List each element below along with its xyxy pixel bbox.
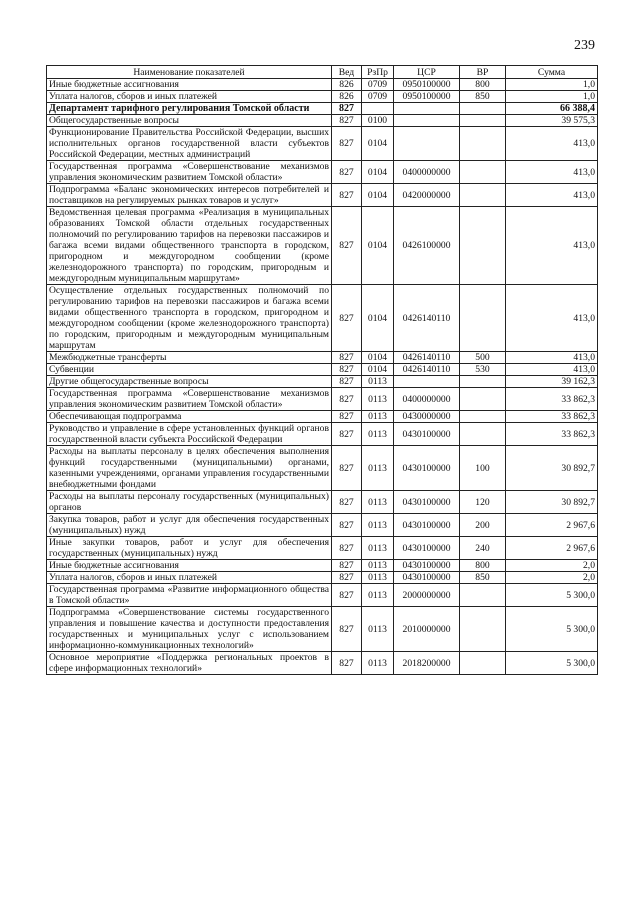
cell-sum: 39 575,3 [506, 115, 598, 127]
cell-csr: 0430100000 [394, 423, 460, 446]
cell-ved: 827 [332, 491, 362, 514]
cell-csr: 0430100000 [394, 572, 460, 584]
table-row [47, 352, 598, 364]
cell-vr [460, 115, 506, 127]
cell-csr: 0430100000 [394, 491, 460, 514]
header-rzpr: РзПр [362, 66, 394, 79]
cell-vr: 800 [460, 79, 506, 91]
cell-ved: 827 [332, 161, 362, 184]
cell-ved: 827 [332, 388, 362, 411]
table-row [47, 560, 598, 572]
cell-sum: 33 862,3 [506, 388, 598, 411]
cell-name: Расходы на выплаты персоналу государственных (муниципальных) органов [47, 491, 332, 514]
cell-rzpr: 0100 [362, 115, 394, 127]
cell-sum: 413,0 [506, 207, 598, 285]
table-row [47, 411, 598, 423]
header-vr: ВР [460, 66, 506, 79]
cell-sum: 2 967,6 [506, 537, 598, 560]
cell-ved: 827 [332, 514, 362, 537]
cell-rzpr [362, 103, 394, 115]
cell-rzpr: 0113 [362, 423, 394, 446]
cell-rzpr: 0113 [362, 514, 394, 537]
cell-ved: 827 [332, 411, 362, 423]
cell-sum: 413,0 [506, 127, 598, 161]
cell-name: Уплата налогов, сборов и иных платежей [47, 91, 332, 103]
cell-vr [460, 607, 506, 652]
cell-name: Осуществление отдельных государственных полномочий по регулированию тарифов на перевозки пассажиров и багажа всеми видами общественного транспорта в городском, пригородном и междугородном сообщении (кроме железнодорожного транспорта) по городским, пригородным и междугородным муниципальным маршрутам [47, 285, 332, 352]
cell-ved: 826 [332, 91, 362, 103]
cell-sum: 30 892,7 [506, 446, 598, 491]
cell-vr [460, 652, 506, 675]
cell-vr [460, 584, 506, 607]
cell-rzpr: 0104 [362, 161, 394, 184]
cell-vr [460, 423, 506, 446]
header-ved: Вед [332, 66, 362, 79]
cell-vr [460, 103, 506, 115]
cell-ved: 827 [332, 115, 362, 127]
table-row [47, 161, 598, 184]
cell-sum: 2,0 [506, 572, 598, 584]
cell-csr: 0400000000 [394, 161, 460, 184]
cell-rzpr: 0113 [362, 411, 394, 423]
table-row [47, 584, 598, 607]
cell-ved: 827 [332, 537, 362, 560]
cell-rzpr: 0104 [362, 352, 394, 364]
cell-sum: 1,0 [506, 91, 598, 103]
cell-ved: 827 [332, 103, 362, 115]
cell-vr: 240 [460, 537, 506, 560]
budget-table [46, 65, 598, 675]
cell-rzpr: 0104 [362, 184, 394, 207]
cell-rzpr: 0104 [362, 207, 394, 285]
table-row [47, 79, 598, 91]
cell-rzpr: 0104 [362, 285, 394, 352]
cell-name: Департамент тарифного регулирования Томской области [47, 103, 332, 115]
cell-rzpr: 0113 [362, 388, 394, 411]
cell-csr: 0430100000 [394, 537, 460, 560]
cell-name: Уплата налогов, сборов и иных платежей [47, 572, 332, 584]
table-row [47, 91, 598, 103]
cell-csr [394, 376, 460, 388]
table-row [47, 652, 598, 675]
cell-sum: 5 300,0 [506, 652, 598, 675]
cell-name: Подпрограмма «Совершенствование системы государственного управления и повышение качества и доступности предоставления государственных и муниципальных услуг с использованием информационно-коммуникационных технологий» [47, 607, 332, 652]
cell-vr: 500 [460, 352, 506, 364]
table-row [47, 127, 598, 161]
cell-csr: 0950100000 [394, 91, 460, 103]
cell-sum: 5 300,0 [506, 584, 598, 607]
cell-csr: 0430100000 [394, 560, 460, 572]
cell-vr: 850 [460, 91, 506, 103]
cell-name: Руководство и управление в сфере установленных функций органов государственной власти субъекта Российской Федерации [47, 423, 332, 446]
cell-vr: 530 [460, 364, 506, 376]
cell-csr: 0426140110 [394, 352, 460, 364]
header-sum: Сумма [506, 66, 598, 79]
cell-rzpr: 0113 [362, 560, 394, 572]
table-row [47, 184, 598, 207]
cell-csr: 0426100000 [394, 207, 460, 285]
cell-sum: 413,0 [506, 285, 598, 352]
cell-vr: 850 [460, 572, 506, 584]
table-row [47, 103, 598, 115]
cell-ved: 826 [332, 79, 362, 91]
cell-rzpr: 0113 [362, 376, 394, 388]
cell-rzpr: 0113 [362, 572, 394, 584]
page-number: 239 [574, 38, 595, 53]
cell-rzpr: 0104 [362, 364, 394, 376]
cell-ved: 827 [332, 364, 362, 376]
cell-name: Иные бюджетные ассигнования [47, 560, 332, 572]
table-row [47, 115, 598, 127]
cell-name: Государственная программа «Совершенствование механизмов управления экономическим развитием Томской области» [47, 388, 332, 411]
cell-name: Расходы на выплаты персоналу в целях обеспечения выполнения функций государственными (муниципальными) органами, казенными учреждениями, органами управления государственными внебюджетными фондами [47, 446, 332, 491]
table-header-row [47, 66, 598, 79]
table-row [47, 376, 598, 388]
cell-rzpr: 0104 [362, 127, 394, 161]
cell-vr: 100 [460, 446, 506, 491]
cell-name: Государственная программа «Развитие информационного общества в Томской области» [47, 584, 332, 607]
cell-rzpr: 0113 [362, 584, 394, 607]
table-row [47, 364, 598, 376]
cell-rzpr: 0113 [362, 491, 394, 514]
cell-vr: 200 [460, 514, 506, 537]
cell-csr [394, 115, 460, 127]
cell-sum: 5 300,0 [506, 607, 598, 652]
cell-sum: 66 388,4 [506, 103, 598, 115]
cell-csr: 0426140110 [394, 285, 460, 352]
cell-ved: 827 [332, 572, 362, 584]
cell-rzpr: 0709 [362, 79, 394, 91]
cell-csr: 0420000000 [394, 184, 460, 207]
cell-ved: 827 [332, 352, 362, 364]
cell-name: Основное мероприятие «Поддержка региональных проектов в сфере информационных технологий» [47, 652, 332, 675]
table-row [47, 446, 598, 491]
cell-name: Иные бюджетные ассигнования [47, 79, 332, 91]
cell-name: Общегосударственные вопросы [47, 115, 332, 127]
cell-sum: 2,0 [506, 560, 598, 572]
cell-vr [460, 127, 506, 161]
table-row [47, 572, 598, 584]
table-row [47, 423, 598, 446]
cell-sum: 413,0 [506, 364, 598, 376]
cell-ved: 827 [332, 376, 362, 388]
cell-ved: 827 [332, 285, 362, 352]
cell-rzpr: 0113 [362, 446, 394, 491]
table-row [47, 207, 598, 285]
cell-rzpr: 0113 [362, 537, 394, 560]
cell-name: Другие общегосударственные вопросы [47, 376, 332, 388]
cell-ved: 827 [332, 207, 362, 285]
cell-csr: 0426140110 [394, 364, 460, 376]
cell-sum: 30 892,7 [506, 491, 598, 514]
cell-vr [460, 376, 506, 388]
table-row [47, 491, 598, 514]
cell-name: Подпрограмма «Баланс экономических интересов потребителей и поставщиков на регулируемых рынках товаров и услуг» [47, 184, 332, 207]
cell-vr [460, 411, 506, 423]
cell-name: Государственная программа «Совершенствование механизмов управления экономическим развитием Томской области» [47, 161, 332, 184]
cell-vr [460, 184, 506, 207]
cell-name: Функционирование Правительства Российской Федерации, высших исполнительных органов государственной власти субъектов Российской Федерации, местных администраций [47, 127, 332, 161]
cell-ved: 827 [332, 584, 362, 607]
cell-name: Межбюджетные трансферты [47, 352, 332, 364]
cell-sum: 39 162,3 [506, 376, 598, 388]
cell-csr: 2018200000 [394, 652, 460, 675]
cell-ved: 827 [332, 127, 362, 161]
cell-ved: 827 [332, 446, 362, 491]
cell-sum: 413,0 [506, 184, 598, 207]
cell-name: Субвенции [47, 364, 332, 376]
cell-ved: 827 [332, 607, 362, 652]
cell-sum: 33 862,3 [506, 411, 598, 423]
cell-name: Закупка товаров, работ и услуг для обеспечения государственных (муниципальных) нужд [47, 514, 332, 537]
cell-vr [460, 285, 506, 352]
table-row [47, 607, 598, 652]
cell-rzpr: 0113 [362, 652, 394, 675]
header-name: Наименование показателей [47, 66, 332, 79]
cell-csr [394, 103, 460, 115]
cell-csr: 0430100000 [394, 514, 460, 537]
cell-csr [394, 127, 460, 161]
table-row [47, 514, 598, 537]
cell-csr: 0430000000 [394, 411, 460, 423]
cell-sum: 413,0 [506, 161, 598, 184]
cell-rzpr: 0709 [362, 91, 394, 103]
cell-vr [460, 388, 506, 411]
cell-csr: 2000000000 [394, 584, 460, 607]
table-row [47, 537, 598, 560]
cell-sum: 1,0 [506, 79, 598, 91]
cell-csr: 2010000000 [394, 607, 460, 652]
cell-rzpr: 0113 [362, 607, 394, 652]
cell-vr [460, 207, 506, 285]
cell-name: Иные закупки товаров, работ и услуг для обеспечения государственных (муниципальных) нужд [47, 537, 332, 560]
cell-ved: 827 [332, 184, 362, 207]
table-row [47, 285, 598, 352]
table-row [47, 388, 598, 411]
cell-vr [460, 161, 506, 184]
cell-csr: 0950100000 [394, 79, 460, 91]
cell-sum: 2 967,6 [506, 514, 598, 537]
cell-csr: 0400000000 [394, 388, 460, 411]
cell-vr: 800 [460, 560, 506, 572]
cell-name: Обеспечивающая подпрограмма [47, 411, 332, 423]
cell-sum: 413,0 [506, 352, 598, 364]
cell-name: Ведомственная целевая программа «Реализация в муниципальных образованиях Томской области отдельных государственных полномочий по регулированию тарифов на перевозки пассажиров и багажа всеми видами общественного транспорта в городском, пригородном и междугородном сообщении (кроме железнодорожного транспорта) по городским, пригородным и междугородным муниципальным маршрутам» [47, 207, 332, 285]
cell-sum: 33 862,3 [506, 423, 598, 446]
cell-ved: 827 [332, 423, 362, 446]
cell-vr: 120 [460, 491, 506, 514]
cell-ved: 827 [332, 560, 362, 572]
cell-ved: 827 [332, 652, 362, 675]
cell-csr: 0430100000 [394, 446, 460, 491]
header-csr: ЦСР [394, 66, 460, 79]
